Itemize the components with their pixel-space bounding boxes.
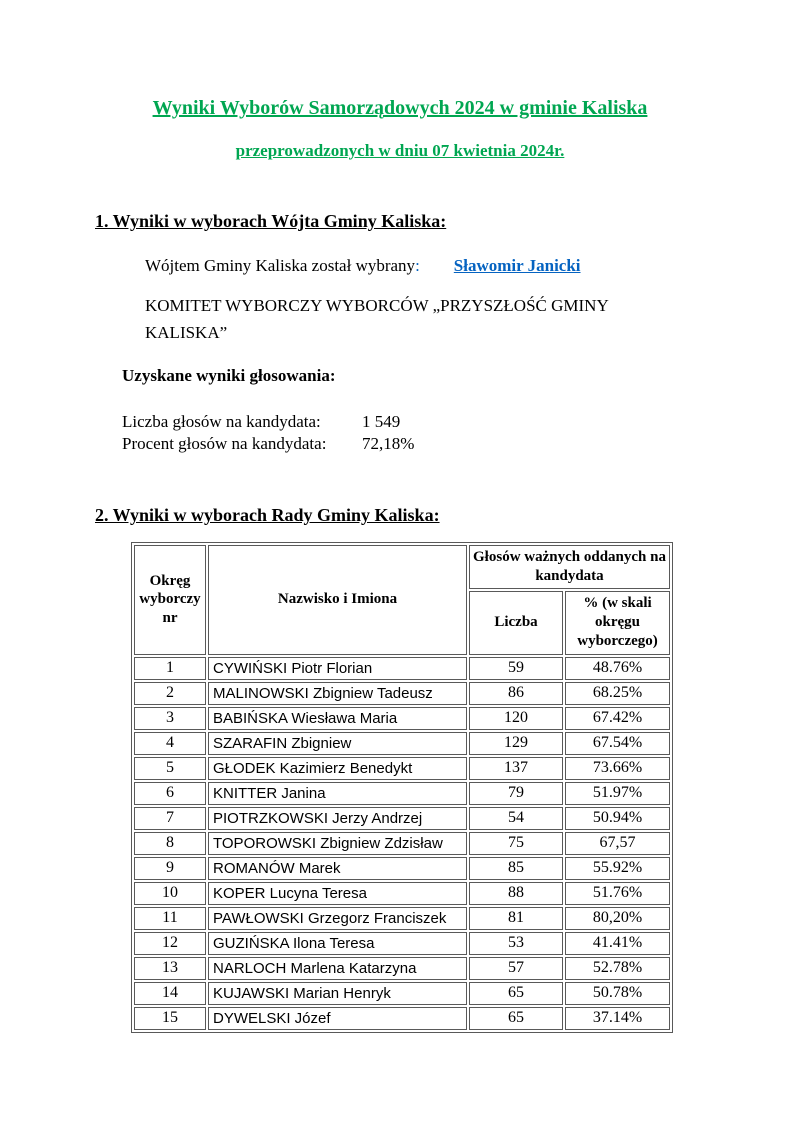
cell-votes: 88 [469,882,563,905]
cell-percent: 68.25% [565,682,670,705]
cell-name: DYWELSKI Józef [208,1007,467,1030]
cell-nr: 15 [134,1007,206,1030]
cell-name: GŁODEK Kazimierz Benedykt [208,757,467,780]
table-row [134,732,670,755]
cell-nr: 10 [134,882,206,905]
cell-nr: 11 [134,907,206,930]
votes-line [122,411,705,433]
percent-label: Procent głosów na kandydata: [122,434,327,454]
cell-name: KUJAWSKI Marian Henryk [208,982,467,1005]
cell-nr: 3 [134,707,206,730]
table-row [134,657,670,680]
cell-name: NARLOCH Marlena Katarzyna [208,957,467,980]
elected-name-link[interactable]: Sławomir Janicki [453,255,581,275]
cell-percent: 37.14% [565,1007,670,1030]
cell-percent: 50.94% [565,807,670,830]
elected-label: Wójtem Gminy Kaliska został wybrany [145,255,416,275]
cell-nr: 13 [134,957,206,980]
elected-line [145,255,705,277]
column-header-okreg: Okręg wyborczy nr [134,545,206,655]
cell-nr: 14 [134,982,206,1005]
cell-nr: 12 [134,932,206,955]
table-row [134,707,670,730]
cell-percent: 73.66% [565,757,670,780]
table-row [134,957,670,980]
percent-value: 72,18% [362,434,415,454]
cell-percent: 50.78% [565,982,670,1005]
cell-votes: 85 [469,857,563,880]
cell-name: TOPOROWSKI Zbigniew Zdzisław [208,832,467,855]
table-row [134,807,670,830]
cell-nr: 1 [134,657,206,680]
column-header-percent: % (w skali okręgu wyborczego) [565,591,670,655]
table-row [134,682,670,705]
document-title: Wyniki Wyborów Samorządowych 2024 w gminie Kaliska [152,97,648,119]
cell-nr: 7 [134,807,206,830]
column-header-nazwisko: Nazwisko i Imiona [208,545,467,655]
cell-votes: 120 [469,707,563,730]
cell-name: PIOTRZKOWSKI Jerzy Andrzej [208,807,467,830]
table-row [134,882,670,905]
votes-value: 1 549 [362,412,401,432]
cell-name: CYWIŃSKI Piotr Florian [208,657,467,680]
cell-nr: 9 [134,857,206,880]
cell-percent: 67.54% [565,732,670,755]
table-row [134,782,670,805]
cell-votes: 137 [469,757,563,780]
cell-nr: 5 [134,757,206,780]
cell-name: KNITTER Janina [208,782,467,805]
cell-votes: 79 [469,782,563,805]
percent-line [122,433,705,455]
cell-name: MALINOWSKI Zbigniew Tadeusz [208,682,467,705]
results-heading: Uzyskane wyniki głosowania: [122,366,336,386]
table-row [134,982,670,1005]
table-row [134,832,670,855]
cell-votes: 65 [469,982,563,1005]
column-header-glosow: Głosów ważnych oddanych na kandydata [469,545,670,589]
cell-name: GUZIŃSKA Ilona Teresa [208,932,467,955]
cell-nr: 4 [134,732,206,755]
cell-votes: 86 [469,682,563,705]
section2-heading: 2. Wyniki w wyborach Rady Gminy Kaliska: [95,505,440,526]
table-row [134,857,670,880]
cell-percent: 51.76% [565,882,670,905]
results-table [131,542,673,1033]
cell-votes: 65 [469,1007,563,1030]
cell-percent: 67,57 [565,832,670,855]
cell-name: ROMANÓW Marek [208,857,467,880]
cell-percent: 41.41% [565,932,670,955]
cell-nr: 8 [134,832,206,855]
document-subtitle: przeprowadzonych w dniu 07 kwietnia 2024r. [235,141,565,160]
cell-nr: 6 [134,782,206,805]
cell-name: PAWŁOWSKI Grzegorz Franciszek [208,907,467,930]
cell-votes: 57 [469,957,563,980]
cell-percent: 55.92% [565,857,670,880]
column-header-liczba: Liczba [469,591,563,655]
table-row [134,932,670,955]
cell-votes: 75 [469,832,563,855]
cell-name: SZARAFIN Zbigniew [208,732,467,755]
cell-percent: 48.76% [565,657,670,680]
cell-name: BABIŃSKA Wiesława Maria [208,707,467,730]
cell-percent: 51.97% [565,782,670,805]
cell-percent: 67.42% [565,707,670,730]
elected-colon: : [415,255,420,275]
table-row [134,1007,670,1030]
cell-votes: 129 [469,732,563,755]
cell-name: KOPER Lucyna Teresa [208,882,467,905]
table-row [134,757,670,780]
cell-votes: 54 [469,807,563,830]
results-table-header [134,545,670,655]
cell-votes: 53 [469,932,563,955]
committee-text: KOMITET WYBORCZY WYBORCÓW „PRZYSZŁOŚĆ GMINY KALISKA” [145,296,609,343]
results-table-body [134,657,670,1030]
cell-votes: 81 [469,907,563,930]
votes-label: Liczba głosów na kandydata: [122,412,321,432]
cell-nr: 2 [134,682,206,705]
cell-votes: 59 [469,657,563,680]
cell-percent: 52.78% [565,957,670,980]
cell-percent: 80,20% [565,907,670,930]
section1-heading: 1. Wyniki w wyborach Wójta Gminy Kaliska: [95,211,447,232]
table-row [134,907,670,930]
